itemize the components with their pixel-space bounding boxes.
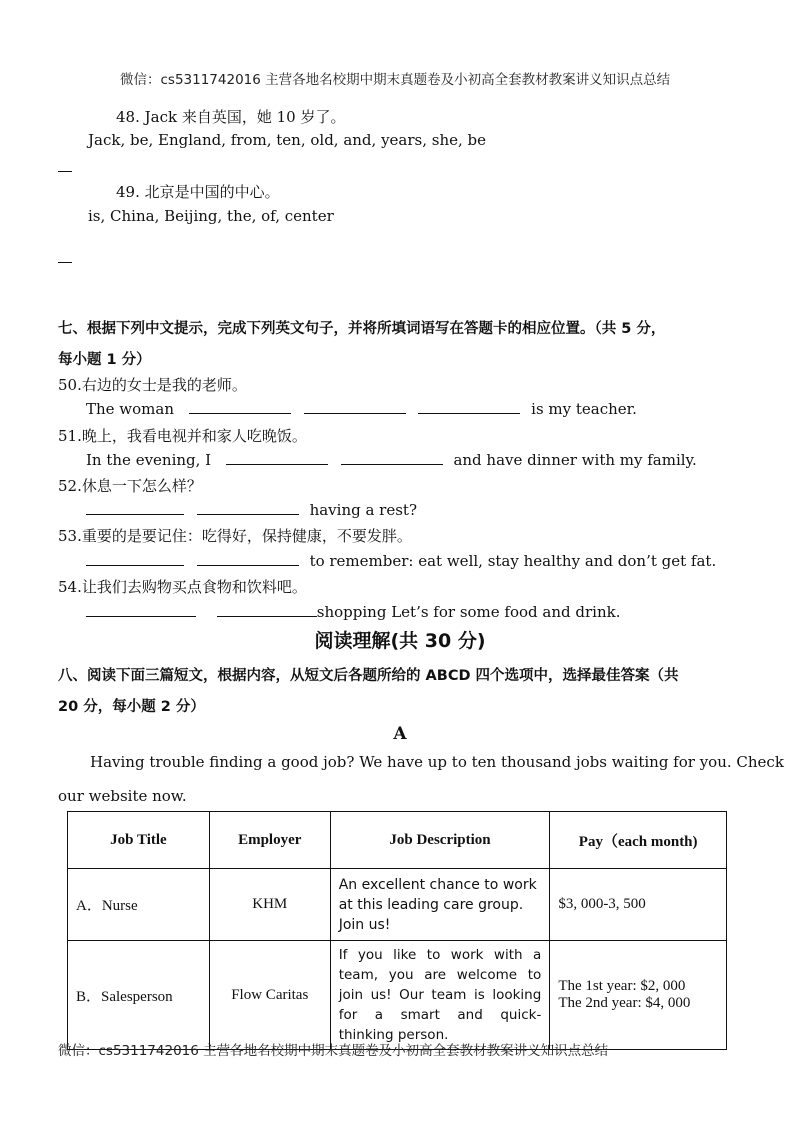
section7-title-line2: 每小题 1 分） (58, 352, 151, 368)
q48-answer-line[interactable] (58, 171, 72, 172)
row-b-description: If you like to work with a team, you are welcome to join us! Our team is looking for a smart and quick-thinking person. (330, 941, 550, 1050)
q48-chinese: 48. Jack 来自英国，她 10 岁了。 (116, 108, 346, 126)
q51-suffix: and have dinner with my family. (453, 451, 697, 469)
header-job-description: Job Description (330, 812, 550, 869)
q49-words: is, China, Beijing, the, of, center (88, 207, 334, 225)
q52-blank-2[interactable] (197, 500, 299, 515)
section8-title-line2: 20 分，每小题 2 分） (58, 699, 205, 715)
q52-chinese: 52.休息一下怎么样？ (58, 477, 202, 495)
q51-prefix: In the evening, I (86, 451, 212, 469)
q50-sentence (86, 399, 637, 418)
q53-sentence (86, 551, 716, 570)
q53-chinese: 53.重要的是要记住：吃得好，保持健康，不要发胖。 (58, 527, 412, 545)
q54-chinese: 54.让我们去购物买点食物和饮料吧。 (58, 578, 307, 596)
page-footer: 微信：cs5311742016 主营各地名校期中期末真题卷及小初高全套教材教案讲义知识点总结 (58, 1043, 609, 1059)
q51-sentence (86, 450, 697, 469)
q50-blank-3[interactable] (418, 399, 520, 414)
q50-blank-1[interactable] (189, 399, 291, 414)
row-a-title: A．Nurse (68, 869, 210, 941)
row-b-pay (550, 941, 727, 1050)
q52-suffix: having a rest? (309, 501, 417, 519)
row-a-description: An excellent chance to work at this leading care group. Join us! (330, 869, 550, 941)
section8-title-line1: 八、阅读下面三篇短文，根据内容，从短文后各题所给的 ABCD 四个选项中，选择最佳答案（共 (58, 668, 679, 684)
table-header-row (68, 812, 727, 869)
row-b-title: B．Salesperson (68, 941, 210, 1050)
jobs-table (67, 811, 727, 1050)
page-header: 微信：cs5311742016 主营各地名校期中期末真题卷及小初高全套教材教案讲义知识点总结 (120, 72, 671, 88)
q52-blank-1[interactable] (86, 500, 184, 515)
q51-blank-1[interactable] (226, 450, 328, 465)
q53-blank-1[interactable] (86, 551, 184, 566)
q53-blank-2[interactable] (197, 551, 299, 566)
q51-chinese: 51.晚上，我看电视并和家人吃晚饭。 (58, 427, 307, 445)
row-b-pay-line2: The 2nd year: $4, 000 (558, 995, 691, 1011)
row-b-pay-line1: The 1st year: $2, 000 (558, 978, 686, 994)
table-row (68, 941, 727, 1050)
q54-blank-1[interactable] (86, 602, 196, 617)
passage-intro-line1: Having trouble finding a good job? We have up to ten thousand jobs waiting for you. Check (90, 753, 784, 771)
q49-answer-line[interactable] (58, 262, 72, 263)
row-b-employer: Flow Caritas (209, 941, 330, 1050)
row-a-employer: KHM (209, 869, 330, 941)
header-pay: Pay（each month) (550, 812, 727, 869)
header-employer: Employer (209, 812, 330, 869)
q54-blank-2[interactable] (217, 602, 317, 617)
row-a-pay-line1: $3, 000-3, 500 (558, 896, 646, 912)
q50-suffix: is my teacher. (531, 400, 637, 418)
row-a-pay (550, 869, 727, 941)
q54-sentence (86, 602, 620, 621)
q53-suffix: to remember: eat well, stay healthy and don’t get fat. (309, 552, 717, 570)
q49-chinese: 49. 北京是中国的中心。 (116, 183, 280, 201)
passage-intro-line2: our website now. (58, 787, 187, 805)
reading-title: 阅读理解(共 30 分) (314, 630, 486, 652)
q48-words: Jack, be, England, from, ten, old, and, years, she, be (88, 131, 487, 149)
q51-blank-2[interactable] (341, 450, 443, 465)
q54-suffix: shopping Let’s for some food and drink. (316, 603, 621, 621)
table-row (68, 869, 727, 941)
q50-prefix: The woman (86, 400, 175, 418)
q52-sentence (86, 500, 417, 519)
passage-label: A (393, 724, 407, 744)
header-job-title: Job Title (68, 812, 210, 869)
section7-title-line1: 七、根据下列中文提示，完成下列英文句子，并将所填词语写在答题卡的相应位置。（共 5 分， (58, 321, 666, 337)
q50-chinese: 50.右边的女士是我的老师。 (58, 376, 247, 394)
q50-blank-2[interactable] (304, 399, 406, 414)
